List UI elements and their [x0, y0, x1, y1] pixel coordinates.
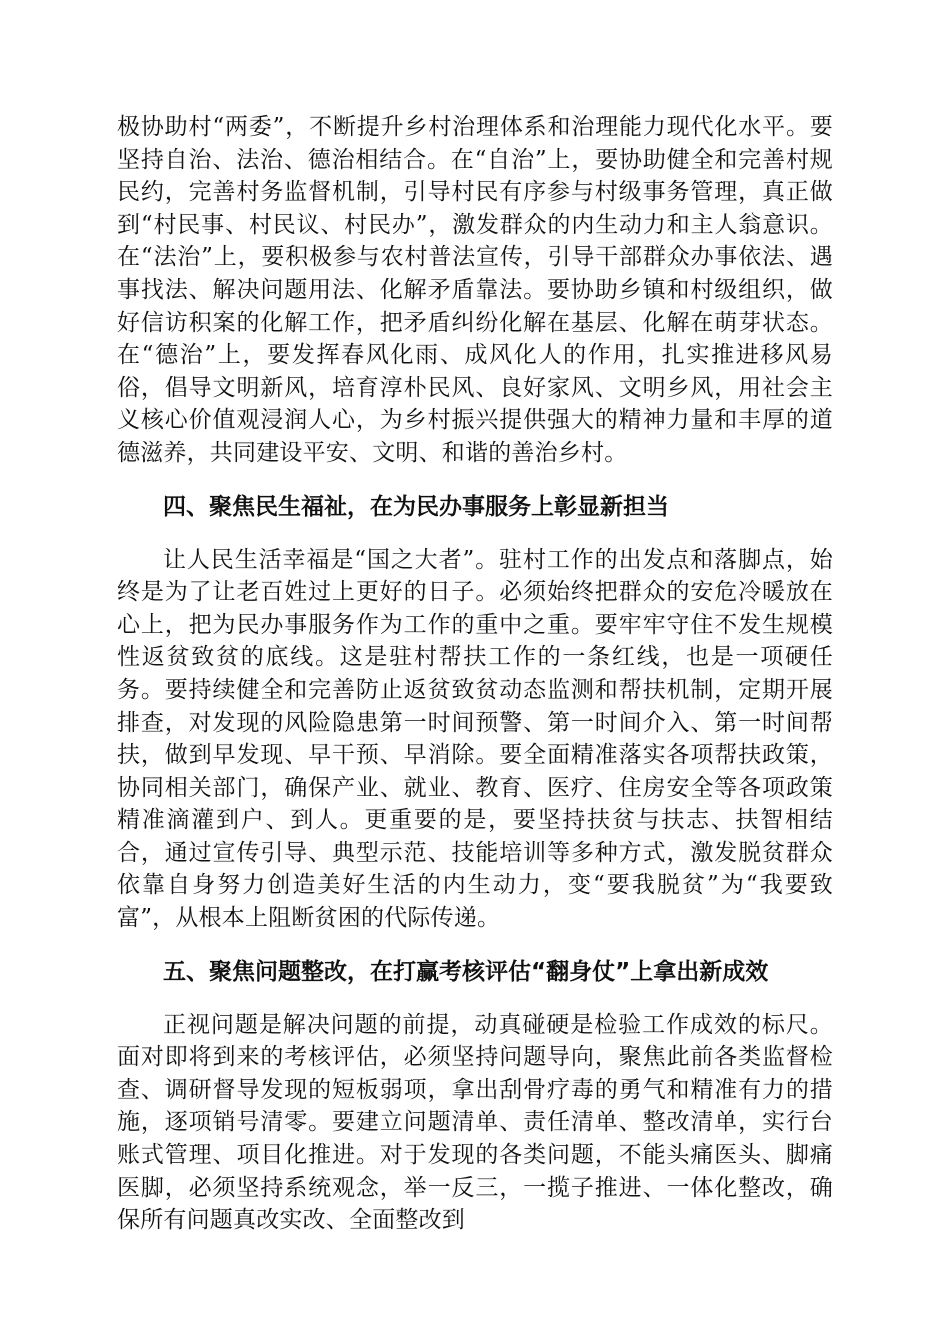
- section-heading-5: 五、聚焦问题整改，在打赢考核评估“翻身仗”上拿出新成效: [163, 958, 769, 985]
- paragraph-livelihood: 让人民生活幸福是“国之大者”。驻村工作的出发点和落脚点，始终是为了让老百姓过上更好的日子。必须始终把群众的安危冷暖放在心上，把为民办事服务作为工作的重中之重。要牢牢守住不发生规模性返贫致贫的底线。这是驻村帮扶工作的一条红线，也是一项硬任务。要持续健全和完善防止返贫致贫动态监测和帮扶机制，定期开展排查，对发现的风险隐患第一时间预警、第一时间介入、第一时间帮扶，做到早发现、早干预、早消除。要全面精准落实各项帮扶政策，协同相关部门，确保产业、就业、教育、医疗、住房安全等各项政策精准滴灌到户、到人。更重要的是，要坚持扶贫与扶志、扶智相结合，通过宣传引导、典型示范、技能培训等多种方式，激发脱贫群众依靠自身努力创造美好生活的内生动力，变“要我脱贫”为“我要致富”，从根本上阻断贫困的代际传递。: [117, 546, 833, 932]
- spacer: [117, 470, 833, 491]
- paragraph-governance: 极协助村“两委”，不断提升乡村治理体系和治理能力现代化水平。要坚持自治、法治、德治相结合。在“自治”上，要协助健全和完善村规民约，完善村务监督机制，引导村民有序参与村级事务管理，真正做到“村民事、村民议、村民办”，激发群众的内生动力和主人翁意识。在“法治”上，要积极参与农村普法宣传，引导干部群众办事依法、遇事找法、解决问题用法、化解矛盾靠法。要协助乡镇和村级组织，做好信访积案的化解工作，把矛盾纠纷化解在基层、化解在萌芽状态。在“德治”上，要发挥春风化雨、成风化人的作用，扎实推进移风易俗，倡导文明新风，培育淳朴民风、良好家风、文明乡风，用社会主义核心价值观浸润人心，为乡村振兴提供强大的精神力量和丰厚的道德滋养，共同建设平安、文明、和谐的善治乡村。: [117, 114, 833, 466]
- section-heading-4: 四、聚焦民生福祉，在为民办事服务上彰显新担当: [163, 493, 669, 520]
- spacer: [117, 935, 833, 956]
- document-page: [117, 111, 833, 1237]
- spacer: [117, 524, 833, 544]
- spacer: [117, 989, 833, 1009]
- paragraph-rectification: 正视问题是解决问题的前提，动真碰硬是检验工作成效的标尺。面对即将到来的考核评估，必须坚持问题导向，聚焦此前各类监督检查、调研督导发现的短板弱项，拿出刮骨疗毒的勇气和精准有力的措施，逐项销号清零。要建立问题清单、责任清单、整改清单，实行台账式管理、项目化推进。对于发现的各类问题，不能头痛医头、脚痛医脚，必须坚持系统观念，举一反三，一揽子推进、一体化整改，确保所有问题真改实改、全面整改到: [117, 1011, 833, 1234]
